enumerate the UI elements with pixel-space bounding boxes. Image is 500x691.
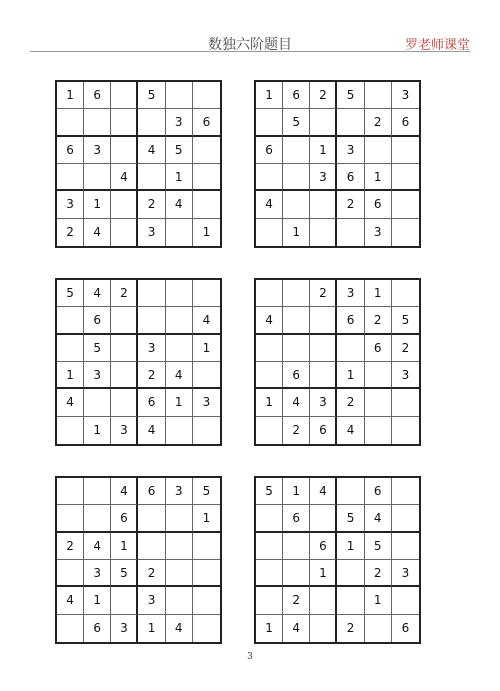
sudoku-cell: 2 — [392, 335, 419, 362]
sudoku-cell: 4 — [138, 137, 165, 164]
sudoku-cell — [166, 505, 193, 532]
sudoku-cell: 1 — [310, 137, 337, 164]
sudoku-cell: 6 — [57, 137, 84, 164]
sudoku-cell — [337, 587, 364, 614]
sudoku-cell — [166, 417, 193, 444]
sudoku-cell — [138, 307, 165, 334]
sudoku-cell: 5 — [111, 560, 138, 587]
sudoku-cell — [365, 417, 392, 444]
sudoku-cell — [392, 533, 419, 560]
sudoku-cell: 1 — [57, 82, 84, 109]
sudoku-cell: 3 — [193, 389, 220, 416]
sudoku-cell: 2 — [365, 307, 392, 334]
sudoku-cell: 6 — [365, 335, 392, 362]
sudoku-cell — [166, 219, 193, 246]
sudoku-cell: 2 — [57, 219, 84, 246]
sudoku-cell: 4 — [166, 191, 193, 218]
sudoku-cell — [138, 109, 165, 136]
sudoku-cell: 1 — [283, 478, 310, 505]
sudoku-cell — [256, 417, 283, 444]
sudoku-cell — [256, 505, 283, 532]
sudoku-cell — [193, 533, 220, 560]
sudoku-cell: 3 — [310, 389, 337, 416]
sudoku-cell — [256, 587, 283, 614]
sudoku-cell — [57, 615, 84, 642]
sudoku-cell — [193, 615, 220, 642]
sudoku-cell — [111, 389, 138, 416]
sudoku-cell: 4 — [283, 389, 310, 416]
sudoku-cell: 2 — [365, 109, 392, 136]
sudoku-cell: 1 — [256, 389, 283, 416]
sudoku-cell: 6 — [193, 109, 220, 136]
sudoku-cell — [166, 280, 193, 307]
sudoku-cell: 4 — [57, 587, 84, 614]
sudoku-cell: 1 — [256, 82, 283, 109]
sudoku-cell: 3 — [166, 478, 193, 505]
sudoku-cell — [392, 137, 419, 164]
sudoku-cell: 3 — [337, 137, 364, 164]
sudoku-cell: 6 — [84, 307, 111, 334]
sudoku-cell: 1 — [84, 191, 111, 218]
sudoku-cell — [365, 615, 392, 642]
sudoku-cell — [392, 478, 419, 505]
sudoku-cell: 6 — [283, 82, 310, 109]
sudoku-cell — [283, 533, 310, 560]
sudoku-grid — [254, 476, 421, 644]
sudoku-cell — [310, 615, 337, 642]
sudoku-cell: 3 — [337, 280, 364, 307]
sudoku-cell: 2 — [283, 417, 310, 444]
sudoku-cell — [111, 191, 138, 218]
sudoku-cell: 1 — [365, 164, 392, 191]
sudoku-cell — [365, 137, 392, 164]
sudoku-cell — [283, 280, 310, 307]
sudoku-cell: 5 — [337, 505, 364, 532]
sudoku-cell: 1 — [193, 505, 220, 532]
sudoku-cell — [256, 219, 283, 246]
sudoku-cell — [310, 335, 337, 362]
sudoku-cell: 4 — [57, 389, 84, 416]
page-title: 数独六阶题目 — [208, 37, 292, 53]
sudoku-cell: 5 — [138, 82, 165, 109]
sudoku-cell — [283, 164, 310, 191]
sudoku-cell: 6 — [84, 615, 111, 642]
sudoku-cell — [111, 307, 138, 334]
sudoku-cell: 5 — [84, 335, 111, 362]
sudoku-cell: 1 — [166, 164, 193, 191]
sudoku-cell: 6 — [111, 505, 138, 532]
sudoku-cell — [392, 389, 419, 416]
sudoku-cell: 3 — [138, 219, 165, 246]
sudoku-cell: 2 — [111, 280, 138, 307]
sudoku-cell — [365, 389, 392, 416]
sudoku-cell: 5 — [57, 280, 84, 307]
sudoku-cell: 4 — [256, 191, 283, 218]
sudoku-cell — [256, 335, 283, 362]
sudoku-cell: 4 — [111, 478, 138, 505]
sudoku-cell — [111, 362, 138, 389]
sudoku-cell: 3 — [84, 560, 111, 587]
sudoku-cell — [193, 417, 220, 444]
sudoku-cell: 5 — [392, 307, 419, 334]
sudoku-cell — [193, 164, 220, 191]
sudoku-grid — [55, 80, 222, 248]
sudoku-cell: 2 — [365, 560, 392, 587]
sudoku-cell — [337, 560, 364, 587]
sudoku-cell — [111, 587, 138, 614]
sudoku-cell: 4 — [166, 362, 193, 389]
sudoku-cell — [283, 307, 310, 334]
sudoku-cell: 5 — [365, 533, 392, 560]
sudoku-cell: 3 — [138, 335, 165, 362]
sudoku-cell: 2 — [283, 587, 310, 614]
sudoku-cell — [111, 137, 138, 164]
sudoku-cell — [310, 587, 337, 614]
sudoku-cell: 6 — [310, 417, 337, 444]
sudoku-cell: 5 — [337, 82, 364, 109]
sudoku-cell — [310, 307, 337, 334]
sudoku-cell — [256, 362, 283, 389]
sudoku-cell — [84, 478, 111, 505]
sudoku-cell — [111, 82, 138, 109]
sudoku-cell: 2 — [310, 280, 337, 307]
sudoku-cell — [392, 587, 419, 614]
sudoku-cell: 1 — [111, 533, 138, 560]
sudoku-cell: 4 — [84, 219, 111, 246]
sudoku-cell: 5 — [283, 109, 310, 136]
sudoku-cell — [57, 335, 84, 362]
sudoku-cell — [166, 560, 193, 587]
sudoku-cell — [166, 82, 193, 109]
sudoku-cell — [166, 335, 193, 362]
sudoku-cell — [84, 505, 111, 532]
sudoku-cell — [283, 335, 310, 362]
sudoku-cell: 1 — [256, 615, 283, 642]
sudoku-cell: 4 — [283, 615, 310, 642]
sudoku-cell: 6 — [138, 478, 165, 505]
sudoku-cell: 3 — [365, 219, 392, 246]
sudoku-cell: 6 — [392, 109, 419, 136]
sudoku-cell — [283, 137, 310, 164]
sudoku-cell: 1 — [138, 615, 165, 642]
sudoku-cell — [283, 191, 310, 218]
sudoku-cell — [337, 219, 364, 246]
sudoku-cell — [392, 417, 419, 444]
sudoku-cell — [310, 109, 337, 136]
sudoku-cell — [193, 560, 220, 587]
sudoku-cell: 6 — [365, 478, 392, 505]
sudoku-cell: 1 — [166, 389, 193, 416]
sudoku-cell: 2 — [138, 560, 165, 587]
sudoku-cell: 6 — [283, 362, 310, 389]
sudoku-cell — [84, 164, 111, 191]
sudoku-cell: 6 — [138, 389, 165, 416]
sudoku-cell: 2 — [310, 82, 337, 109]
sudoku-cell — [193, 362, 220, 389]
sudoku-cell: 4 — [365, 505, 392, 532]
sudoku-cell — [392, 219, 419, 246]
sudoku-cell — [57, 505, 84, 532]
sudoku-cell — [84, 109, 111, 136]
sudoku-cell: 4 — [111, 164, 138, 191]
sudoku-cell — [84, 389, 111, 416]
sudoku-cell: 6 — [283, 505, 310, 532]
sudoku-cell — [193, 280, 220, 307]
sudoku-cell — [392, 505, 419, 532]
sudoku-cell — [57, 560, 84, 587]
sudoku-cell — [138, 533, 165, 560]
sudoku-grid — [55, 278, 222, 446]
sudoku-cell: 6 — [337, 164, 364, 191]
sudoku-cell — [57, 478, 84, 505]
sudoku-cell — [193, 137, 220, 164]
sudoku-cell: 5 — [193, 478, 220, 505]
sudoku-cell — [256, 109, 283, 136]
sudoku-grid — [55, 476, 222, 644]
sudoku-cell: 5 — [256, 478, 283, 505]
sudoku-cell: 3 — [57, 191, 84, 218]
sudoku-cell — [365, 82, 392, 109]
sudoku-cell — [392, 191, 419, 218]
sudoku-cell — [256, 560, 283, 587]
sudoku-cell: 2 — [57, 533, 84, 560]
sudoku-cell — [337, 109, 364, 136]
sudoku-cell: 4 — [256, 307, 283, 334]
sudoku-cell: 2 — [337, 615, 364, 642]
sudoku-cell: 1 — [310, 560, 337, 587]
sudoku-grid — [254, 80, 421, 248]
sudoku-cell: 6 — [401, 621, 410, 636]
sudoku-grid — [254, 278, 421, 446]
sudoku-cell: 6 — [337, 307, 364, 334]
sudoku-cell: 5 — [166, 137, 193, 164]
sudoku-cell — [365, 362, 392, 389]
sudoku-cell — [392, 280, 419, 307]
sudoku-cell — [166, 307, 193, 334]
sudoku-cell — [337, 478, 364, 505]
sudoku-cell: 3 — [310, 164, 337, 191]
sudoku-cell: 3 — [111, 615, 138, 642]
sudoku-cell: 6 — [365, 191, 392, 218]
sudoku-cell: 1 — [84, 587, 111, 614]
sudoku-cell: 4 — [84, 280, 111, 307]
sudoku-cell — [193, 191, 220, 218]
sudoku-cell: 1 — [337, 362, 364, 389]
sudoku-cell: 3 — [84, 362, 111, 389]
sudoku-cell: 1 — [365, 587, 392, 614]
sudoku-cell: 2 — [337, 389, 364, 416]
sudoku-cell: 2 — [138, 191, 165, 218]
sudoku-cell: 4 — [138, 417, 165, 444]
sudoku-cell — [256, 280, 283, 307]
sudoku-cell — [310, 191, 337, 218]
sudoku-cell: 6 — [84, 82, 111, 109]
sudoku-cell: 4 — [310, 478, 337, 505]
sudoku-cell — [57, 109, 84, 136]
sudoku-cell: 1 — [365, 280, 392, 307]
sudoku-cell: 3 — [166, 109, 193, 136]
sudoku-cell — [57, 164, 84, 191]
sudoku-cell — [111, 219, 138, 246]
sudoku-cell — [310, 362, 337, 389]
sudoku-cell — [193, 82, 220, 109]
page-number: 3 — [247, 652, 253, 662]
sudoku-cell: 4 — [84, 533, 111, 560]
sudoku-cell: 1 — [193, 335, 220, 362]
sudoku-cell: 6 — [310, 533, 337, 560]
sudoku-cell: 3 — [392, 362, 419, 389]
sudoku-cell — [166, 533, 193, 560]
sudoku-cell: 3 — [84, 137, 111, 164]
sudoku-cell — [337, 335, 364, 362]
sudoku-cell: 3 — [392, 82, 419, 109]
sudoku-cell — [138, 505, 165, 532]
sudoku-cell — [138, 164, 165, 191]
sudoku-cell: 1 — [202, 225, 211, 240]
sudoku-cell: 4 — [193, 307, 220, 334]
sudoku-cell: 1 — [57, 362, 84, 389]
sudoku-cell — [57, 307, 84, 334]
sudoku-cell: 1 — [283, 219, 310, 246]
sudoku-cell: 2 — [138, 362, 165, 389]
sudoku-cell: 3 — [392, 560, 419, 587]
sudoku-cell: 1 — [337, 533, 364, 560]
sudoku-cell: 4 — [337, 417, 364, 444]
sudoku-cell — [57, 417, 84, 444]
sudoku-cell: 3 — [111, 417, 138, 444]
sudoku-cell — [256, 164, 283, 191]
sudoku-cell — [138, 280, 165, 307]
sudoku-cell — [392, 164, 419, 191]
sudoku-cell — [256, 533, 283, 560]
sudoku-cell: 4 — [166, 615, 193, 642]
sudoku-cell: 1 — [84, 417, 111, 444]
brand-label: 罗老师课堂 — [404, 38, 470, 53]
sudoku-cell — [111, 109, 138, 136]
sudoku-cell — [193, 587, 220, 614]
sudoku-cell — [283, 560, 310, 587]
sudoku-cell: 6 — [256, 137, 283, 164]
sudoku-cell — [310, 219, 337, 246]
sudoku-cell — [166, 587, 193, 614]
sudoku-cell: 3 — [138, 587, 165, 614]
sudoku-cell — [111, 335, 138, 362]
sudoku-cell: 2 — [337, 191, 364, 218]
sudoku-cell — [310, 505, 337, 532]
